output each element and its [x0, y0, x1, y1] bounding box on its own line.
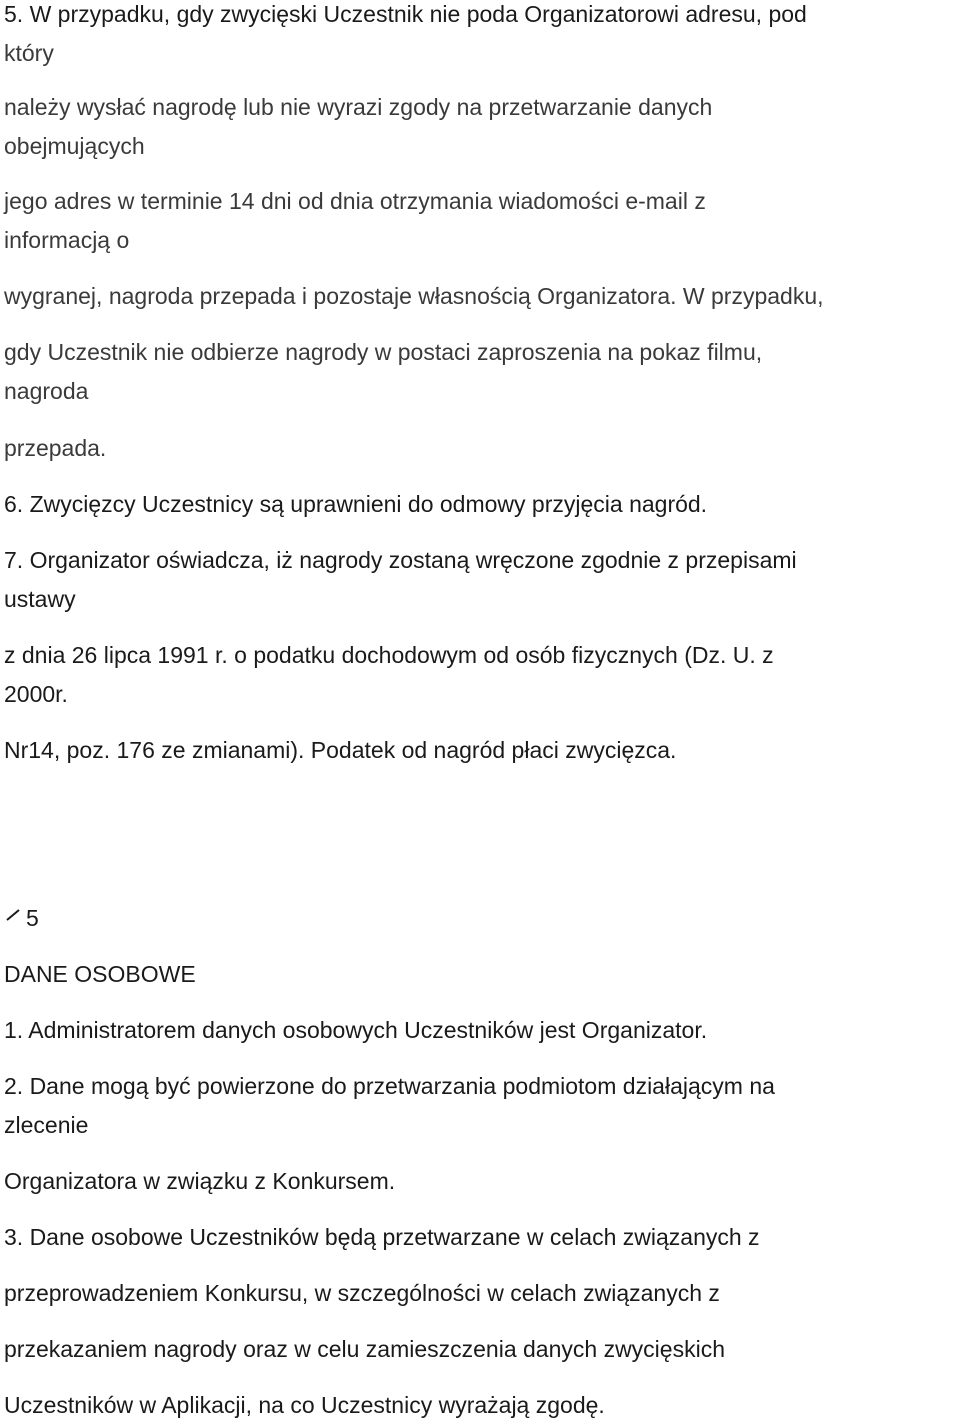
text-line-15: 2000r.	[4, 681, 68, 707]
numbered-item-7: 7. Organizator oświadcza, iż nagrody zostaną wręczone zgodnie z przepisami	[4, 547, 797, 573]
text-line-21: zlecenie	[4, 1112, 89, 1138]
section-number	[4, 898, 39, 938]
text-line-16: Nr14, poz. 176 ze zmianami). Podatek od nagród płaci zwycięzca.	[4, 737, 677, 763]
text-line-24: przeprowadzeniem Konkursu, w szczególności w celach związanych z	[4, 1280, 720, 1306]
section-sign	[4, 906, 26, 934]
text-line-25: przekazaniem nagrody oraz w celu zamieszczenia danych zwycięskich	[4, 1336, 725, 1362]
text-line-26: Uczestników w Aplikacji, na co Uczestnicy wyrażają zgodę.	[4, 1392, 605, 1418]
text-line-3: należy wysłać nagrodę lub nie wyrazi zgody na przetwarzanie danych	[4, 94, 713, 120]
text-line-14: z dnia 26 lipca 1991 r. o podatku dochodowym od osób fizycznych (Dz. U. z	[4, 642, 774, 668]
text-line-7: wygranej, nagroda przepada i pozostaje własnością Organizatora. W przypadku,	[4, 283, 824, 309]
numbered-item-1: 1. Administratorem danych osobowych Uczestników jest Organizator.	[4, 1017, 708, 1043]
text-line-13: ustawy	[4, 586, 76, 612]
numbered-item-3: 3. Dane osobowe Uczestników będą przetwarzane w celach związanych z	[4, 1224, 760, 1250]
section-number-text: 5	[26, 905, 39, 931]
text-line-1: 5. W przypadku, gdy zwycięski Uczestnik nie poda Organizatorowi adresu, pod	[4, 1, 807, 27]
numbered-item-6: 6. Zwycięzcy Uczestnicy są uprawnieni do odmowy przyjęcia nagród.	[4, 491, 708, 517]
section-heading: DANE OSOBOWE	[4, 961, 196, 987]
text-line-5: jego adres w terminie 14 dni od dnia otrzymania wiadomości e-mail z	[4, 188, 706, 214]
text-line-22: Organizatora w związku z Konkursem.	[4, 1168, 396, 1194]
text-line-6: informacją o	[4, 227, 130, 253]
text-line-8: gdy Uczestnik nie odbierze nagrody w postaci zaproszenia na pokaz filmu,	[4, 339, 763, 365]
text-line-10: przepada.	[4, 435, 107, 461]
text-line-2: który	[4, 40, 54, 66]
text-line-4: obejmujących	[4, 133, 145, 159]
numbered-item-2: 2. Dane mogą być powierzone do przetwarzania podmiotom działającym na	[4, 1073, 775, 1099]
text-line-9: nagroda	[4, 378, 89, 404]
